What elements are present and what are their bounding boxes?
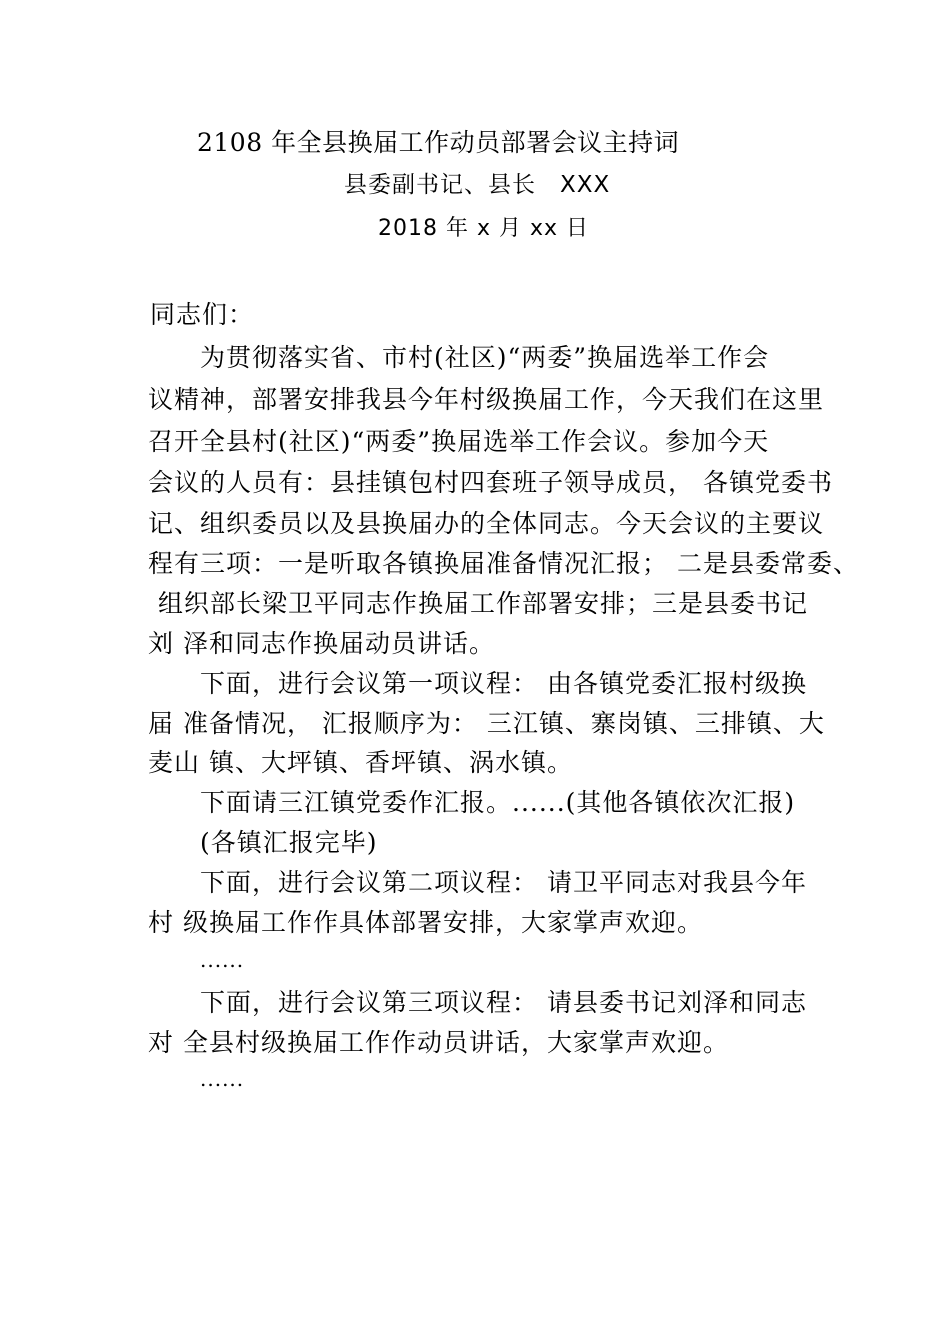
paragraph-line: 下面请三江镇党委作汇报。......(其他各镇依次汇报) <box>200 788 796 817</box>
paragraph-line: 议精神，部署安排我县今年村级换届工作，今天我们在这里 <box>148 385 825 414</box>
greeting: 同志们： <box>150 300 255 329</box>
paragraph-line: 组织部长梁卫平同志作换届工作部署安排；三是县委书记 <box>158 589 809 618</box>
paragraph-line: 下面，进行会议第三项议程： 请县委书记刘泽和同志 <box>200 988 807 1017</box>
paragraph-line: 刘 泽和同志作换届动员讲话。 <box>148 629 495 658</box>
paragraph-line: 为贯彻落实省、市村(社区)“两委”换届选举工作会 <box>200 343 770 372</box>
ellipsis-line: ...... <box>200 948 245 972</box>
paragraph-line: 届 准备情况， 汇报顺序为： 三江镇、寨岗镇、三排镇、大 <box>148 709 825 738</box>
paragraph-line: 麦山 镇、大坪镇、香坪镇、涡水镇。 <box>148 748 573 777</box>
paragraph-line: 会议的人员有：县挂镇包村四套班子领导成员， 各镇党委书 <box>148 468 833 497</box>
document-title: 2108 年全县换届工作动员部署会议主持词 <box>197 128 680 157</box>
paragraph-line: (各镇汇报完毕) <box>200 828 378 857</box>
ellipsis-line: ...... <box>200 1067 245 1091</box>
paragraph-line: 对 全县村级换届工作作动员讲话，大家掌声欢迎。 <box>148 1028 729 1057</box>
paragraph-line: 村 级换届工作作具体部署安排，大家掌声欢迎。 <box>148 908 703 937</box>
paragraph-line: 程有三项：一是听取各镇换届准备情况汇报； 二是县委常委、 <box>148 549 859 578</box>
paragraph-line: 下面，进行会议第二项议程： 请卫平同志对我县今年 <box>200 868 807 897</box>
paragraph-line: 召开全县村(社区)“两委”换届选举工作会议。参加今天 <box>148 427 770 456</box>
document-author: 县委副书记、县长 XXX <box>344 172 611 198</box>
paragraph-line: 记、组织委员以及县换届办的全体同志。今天会议的主要议 <box>148 509 825 538</box>
document-date: 2018 年 x 月 xx 日 <box>378 216 590 241</box>
paragraph-line: 下面，进行会议第一项议程： 由各镇党委汇报村级换 <box>200 669 807 698</box>
